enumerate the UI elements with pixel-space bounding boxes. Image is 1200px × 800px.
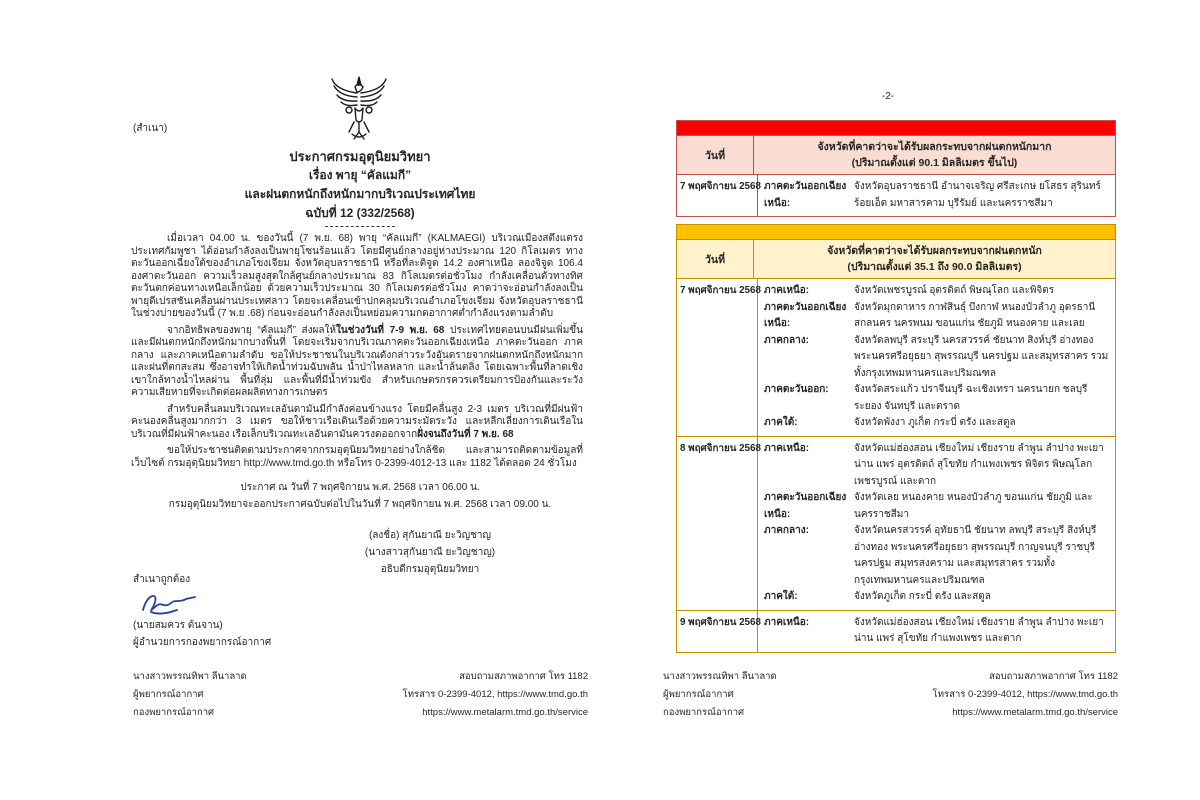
province-list: จังหวัดเพชรบูรณ์ อุตรดิตถ์ พิษณุโลก และพิจิตร <box>854 285 1055 296</box>
province-list: จังหวัดภูเก็ต กระบี่ ตรัง และสตูล <box>854 591 991 602</box>
table-accent-bar <box>677 121 1115 135</box>
region-line <box>764 615 1109 648</box>
date-cell: 7 พฤศจิกายน 2568 <box>677 279 758 436</box>
region-line <box>764 333 1109 383</box>
region-line <box>764 415 1109 432</box>
contact-fax-web: โทรสาร 0-2399-4012, https://www.tmd.go.th <box>402 689 588 700</box>
impact-header-line1: จังหวัดที่คาดว่าจะได้รับผลกระทบจากฝนตกหนัก <box>827 245 1042 257</box>
paragraph-follow-updates: ขอให้ประชาชนติดตามประกาศจากกรมอุตุนิยมวิทยาอย่างใกล้ชิด และสามารถติดตามข้อมูลที่เว็บไซต์ กรมอุตุนิยมวิทยา http://www.tmd.go.th หรือโทร 0-2399-4012-13 และ 1182 ได้ตลอด 24 ชั่วโมง <box>131 445 583 469</box>
paragraph-storm-status: เมื่อเวลา 04.00 น. ของวันนี้ (7 พ.ย. 68) พายุ “คัลแมกี” (KALMAEGI) บริเวณเมืองสตึงแตรง ประเทศกัมพูชา ได้อ่อนกำลังลงเป็นพายุโซนร้อนแล้ว โดยมีศูนย์กลางอยู่ห่างประมาณ 120 กิโลเมตร ทางตะวันออกเฉียงใต้ของอำเภอโขงเจียม จังหวัดอุบลราชธานี หรือที่ละติจูด 14.2 องศาเหนือ ลองจิจูด 106.4 องศาตะวันออก ความเร็วลมสูงสุดใกล้ศูนย์กลางประมาณ 83 กิโลเมตรต่อชั่วโมง กำลังเคลื่อนตัวทางทิศตะวันตกค่อนทางเหนือเล็กน้อย ด้วยความเร็วประมาณ 30 กิโลเมตรต่อชั่วโมง คาดว่าจะอ่อนกำลังลงเป็นพายุดีเปรสชันเคลื่อนผ่านประเทศลาว โดยจะเคลื่อนเข้าปกคลุมบริเวณอำเภอโขงเจียม จังหวัดอุบลราชธานี ในช่วงบ่ายของวันนี้ (7 พ.ย .68) ก่อนจะอ่อนกำลังลงเป็นหย่อมความกดอากาศต่ำกำลังแรงตามลำดับ <box>131 233 583 319</box>
signer-name: (นางสาวสุกันยาณี ยะวิญชาญ) <box>364 547 496 558</box>
doc-title-line2: เรื่อง พายุ “คัลแมกี” <box>308 168 412 182</box>
province-list: จังหวัดแม่ฮ่องสอน เชียงใหม่ เชียงราย ลำพูน ลำปาง พะเยา น่าน แพร่ อุตรดิตถ์ สุโขทัย กำแพงเพชร พิจิตร พิษณุโลก เพชรบูรณ์ และตาก <box>854 442 1104 487</box>
issued-block <box>130 479 590 513</box>
region-label: ภาคเหนือ: <box>764 616 810 628</box>
footer-contact-block <box>403 668 588 722</box>
region-label: ภาคตะวันออกเฉียงเหนือ: <box>764 181 847 209</box>
forecaster-role: ผู้พยากรณ์อากาศ <box>663 689 734 700</box>
region-label: ภาคเหนือ: <box>764 285 810 296</box>
impact-header-line2: (ปริมาณตั้งแต่ 35.1 ถึง 90.0 มิลลิเมตร) <box>847 261 1022 273</box>
province-list: จังหวัดมุกดาหาร กาฬสินธุ์ บึงกาฬ หนองบัวลำภู อุดรธานี สกลนคร นครพนม ขอนแก่น ชัยภูมิ หนองคาย และเลย <box>854 301 1096 329</box>
region-line <box>764 523 1109 589</box>
province-list: จังหวัดนครสวรรค์ อุทัยธานี ชัยนาท ลพบุรี สระบุรี สิงห์บุรี อ่างทอง พระนครศรีอยุธยา สุพรรณบุรี กาญจนบุรี ราชบุรี นครปฐม สมุทรสงคราม และสมุทรสาคร รวมทั้งกรุงเทพมหานครและปริมณฑล <box>854 525 1097 586</box>
region-line <box>764 589 1109 606</box>
provinces-cell <box>758 175 1115 216</box>
region-line <box>764 179 1109 212</box>
page-number: -2- <box>881 91 895 102</box>
contact-phone: สอบถามสภาพอากาศ โทร 1182 <box>459 671 588 682</box>
title-divider <box>325 226 395 227</box>
announcement-body <box>131 233 583 474</box>
region-label: ภาคตะวันออกเฉียงเหนือ: <box>764 492 847 520</box>
contact-phone: สอบถามสภาพอากาศ โทร 1182 <box>989 671 1118 682</box>
table-accent-bar <box>677 225 1115 239</box>
forecaster-name: นางสาวพรรณทิพา ลีนาลาด <box>663 671 777 682</box>
date-column-header: วันที่ <box>677 240 754 278</box>
copy-label: (สำเนา) <box>133 123 168 134</box>
next-announce-line: กรมอุตุนิยมวิทยาจะออกประกาศฉบับต่อไปในวันที่ 7 พฤศจิกายน พ.ศ. 2568 เวลา 09.00 น. <box>168 499 552 510</box>
date-column-header: วันที่ <box>677 136 754 174</box>
doc-title-line3: และฝนตกหนักถึงหนักมากบริเวณประเทศไทย <box>244 187 476 201</box>
footer-contact-block <box>933 668 1118 722</box>
garuda-emblem-icon <box>328 74 390 146</box>
region-label: ภาคกลาง: <box>764 334 809 346</box>
date-cell: 8 พฤศจิกายน 2568 <box>677 437 758 610</box>
doc-title-line1: ประกาศกรมอุตุนิยมวิทยา <box>289 149 431 164</box>
contact-alarm-url: https://www.metalarm.tmd.go.th/service <box>952 707 1118 718</box>
very-heavy-rain-table <box>676 120 1116 217</box>
certified-copy-block <box>133 571 271 651</box>
certifier-signature-icon <box>139 590 213 616</box>
date-cell: 9 พฤศจิกายน 2568 <box>677 611 758 652</box>
provinces-cell <box>758 611 1115 652</box>
province-list: จังหวัดพังงา ภูเก็ต กระบี่ ตรัง และสตูล <box>854 417 1016 428</box>
provinces-cell <box>758 437 1115 610</box>
table-header-row <box>677 135 1115 175</box>
region-label: ภาคตะวันออก: <box>764 384 829 395</box>
signed-line: (ลงชื่อ) สุกันยาณี ยะวิญชาญ <box>368 530 492 541</box>
province-list: จังหวัดเลย หนองคาย หนองบัวลำภู ขอนแก่น ชัยภูมิ และนครราชสีมา <box>854 492 1093 520</box>
table-body <box>677 175 1115 216</box>
table-row <box>677 610 1115 652</box>
region-line <box>764 283 1109 300</box>
province-list: จังหวัดอุบลราชธานี อำนาจเจริญ ศรีสะเกษ ยโสธร สุรินทร์ ร้อยเอ็ด มหาสารคาม บุรีรัมย์ และนครราชสีมา <box>854 181 1101 209</box>
provinces-cell <box>758 279 1115 436</box>
forecaster-name: นางสาวพรรณทิพา ลีนาลาด <box>133 671 247 682</box>
paragraph-sea-conditions: สำหรับคลื่นลมบริเวณทะเลอันดามันมีกำลังค่อนข้างแรง โดยมีคลื่นสูง 2-3 เมตร บริเวณที่มีฝนฟ้าคะนองคลื่นสูงมากกว่า 3 เมตร ขอให้ชาวเรือเดินเรือด้วยความระมัดระวัง และหลีกเลี่ยงการเดินเรือในบริเวณที่มีฝนฟ้าคะนอง เรือเล็กบริเวณทะเลอันดามันควรงดออกจากฝั่งจนถึงวันที่ 7 พ.ย. 68 <box>131 403 583 440</box>
region-label: ภาคกลาง: <box>764 525 809 536</box>
forecaster-role: ผู้พยากรณ์อากาศ <box>133 689 204 700</box>
signer-title: อธิบดีกรมอุตุนิยมวิทยา <box>380 564 480 575</box>
province-list: จังหวัดแม่ฮ่องสอน เชียงใหม่ เชียงราย ลำพูน ลำปาง พะเยา น่าน แพร่ สุโขทัย กำแพงเพชร และตาก <box>854 616 1104 644</box>
impact-column-header <box>754 136 1115 174</box>
paragraph-rain-impact: จากอิทธิพลของพายุ “คัลแมกี” ส่งผลให้ในช่วงวันที่ 7-9 พ.ย. 68 ประเทศไทยตอนบนมีฝนเพิ่มขึ้น และมีฝนตกหนักถึงหนักมากบางพื้นที่ โดยจะเริ่มจากบริเวณภาคตะวันออกเฉียงเหนือ ภาคตะวันออก ภาคกลาง และภาคเหนือตามลำดับ ขอให้ประชาชนในบริเวณดังกล่าวระวังอันตรายจากฝนตกหนักถึงหนักมาก และฝนที่ตกสะสม ซึ่งอาจทำให้เกิดน้ำท่วมฉับพลัน น้ำป่าไหลหลาก และน้ำล้นตลิ่ง โดยเฉพาะพื้นที่ลาดเชิงเขาใกล้ทางน้ำไหลผ่าน พื้นที่ลุ่ม และพื้นที่มีน้ำท่วมขัง สำหรับเกษตรกรควรเตรียมการป้องกันและระวังความเสียหายที่จะเกิดต่อผลผลิตทางการเกษตร <box>131 324 583 398</box>
certifier-title: ผู้อำนวยการกองพยากรณ์อากาศ <box>133 637 272 648</box>
table-row <box>677 436 1115 610</box>
region-line <box>764 382 1109 415</box>
region-line <box>764 490 1109 523</box>
table-body <box>677 279 1115 652</box>
certifier-name: (นายสมควร ต้นจาน) <box>133 620 223 631</box>
impact-header-line2: (ปริมาณตั้งแต่ 90.1 มิลลิเมตร ขึ้นไป) <box>851 157 1018 169</box>
table-header-row <box>677 239 1115 279</box>
date-cell: 7 พฤศจิกายน 2568 <box>677 175 758 216</box>
contact-alarm-url: https://www.metalarm.tmd.go.th/service <box>422 707 588 718</box>
impact-header-line1: จังหวัดที่คาดว่าจะได้รับผลกระทบจากฝนตกหนักมาก <box>817 141 1052 153</box>
certified-label: สำเนาถูกต้อง <box>133 574 191 585</box>
contact-fax-web: โทรสาร 0-2399-4012, https://www.tmd.go.th <box>932 689 1118 700</box>
region-label: ภาคใต้: <box>764 417 798 428</box>
forecaster-division: กองพยากรณ์อากาศ <box>133 707 215 718</box>
region-label: ภาคใต้: <box>764 591 798 602</box>
heavy-rain-table <box>676 224 1116 653</box>
issued-date-line: ประกาศ ณ วันที่ 7 พฤศจิกายน พ.ศ. 2568 เวลา 06.00 น. <box>240 482 480 493</box>
forecaster-division: กองพยากรณ์อากาศ <box>663 707 745 718</box>
footer-forecaster-block <box>663 668 777 722</box>
table-row <box>677 175 1115 216</box>
footer-forecaster-block <box>133 668 247 722</box>
region-line <box>764 441 1109 491</box>
province-list: จังหวัดลพบุรี สระบุรี นครสวรรค์ ชัยนาท สิงห์บุรี อ่างทอง พระนครศรีอยุธยา สุพรรณบุรี นครปฐม และสมุทรสาคร รวมทั้งกรุงเทพมหานครและปริมณฑล <box>854 334 1109 379</box>
table-row <box>677 279 1115 436</box>
doc-title-line4: ฉบับที่ 12 (332/2568) <box>305 206 415 220</box>
signer-block <box>280 527 580 578</box>
region-line <box>764 300 1109 333</box>
document-title-block <box>130 147 590 223</box>
region-label: ภาคตะวันออกเฉียงเหนือ: <box>764 301 847 329</box>
region-label: ภาคเหนือ: <box>764 442 810 454</box>
province-list: จังหวัดสระแก้ว ปราจีนบุรี ฉะเชิงเทรา นครนายก ชลบุรี ระยอง จันทบุรี และตราด <box>854 384 1088 412</box>
impact-column-header <box>754 240 1115 278</box>
